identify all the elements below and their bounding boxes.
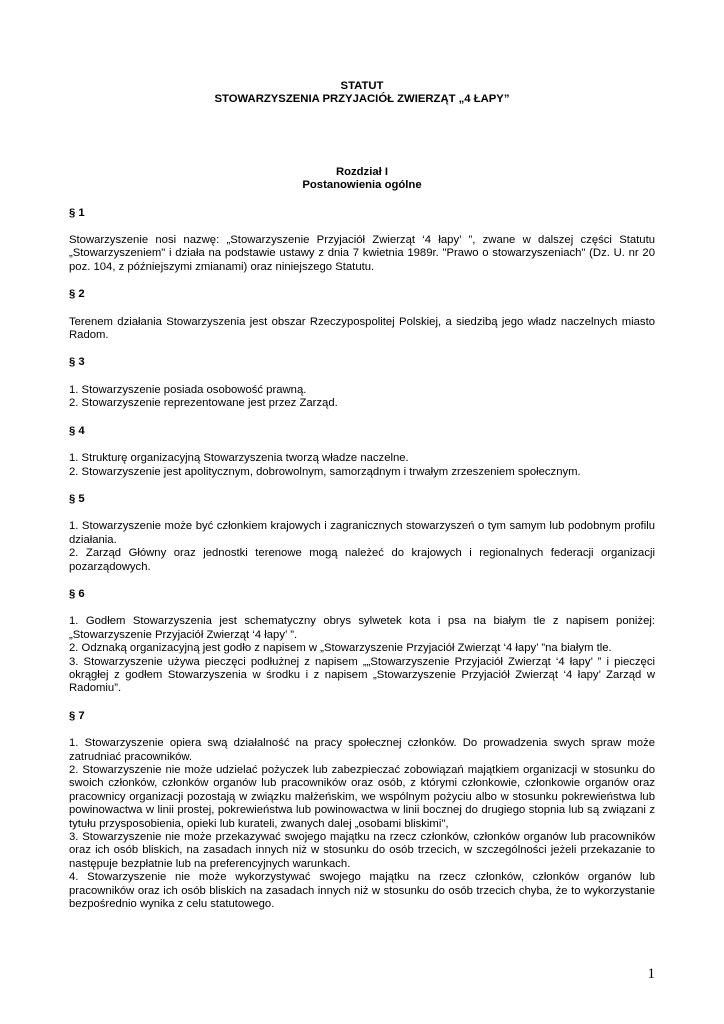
chapter-subtitle: Postanowienia ogólne	[302, 179, 422, 192]
section-paragraph: 1. Strukturę organizacyjną Stowarzyszenia tworzą władze naczelne.	[69, 452, 409, 465]
section-paragraph: 1. Stowarzyszenie posiada osobowość prawną.	[69, 383, 307, 396]
section-paragraph: 4. Stowarzyszenie nie może wykorzystywać swojego majątku na rzecz członków, członków organów lub pracowników oraz ich osób bliskich na zasadach innych niż w stosunku do osób trzecich chyba, że to wykorzystanie bezpośrednio wynika z celu statutowego.	[69, 871, 655, 911]
section-heading: § 1	[69, 206, 85, 219]
chapter-title: Rozdział I	[335, 165, 389, 178]
section-paragraph: 1. Godłem Stowarzyszenia jest schematyczny obrys sylwetek kota i psa na białym tle z napisem poniżej: „Stowarzyszenie Przyjaciół Zwierząt ‘4 łapy’ ”.	[69, 615, 655, 641]
section-1	[69, 207, 655, 275]
section-heading: § 5	[69, 492, 85, 505]
section-heading: § 6	[69, 587, 85, 600]
chapter-heading	[69, 166, 655, 193]
section-paragraph: 2. Stowarzyszenie nie może udzielać pożyczek lub zabezpieczać zobowiązań majątkiem organizacji w stosunku do swoich członków, członków organów lub pracowników oraz osób, z którymi członkowie, członkowie organów oraz pracownicy organizacji pozostają w związku małżeńskim, we wspólnym pożyciu albo w stosunku pokrewieństwa lub powinowactwa w linii prostej, pokrewieństwa lub powinowactwa w linii bocznej do drugiego stopnia lub są związani z tytułu przysposobienia, opieki lub kurateli, zwanych dalej „osobami bliskimi",	[69, 764, 655, 830]
page-number: 1	[647, 966, 655, 982]
section-heading: § 2	[69, 288, 85, 301]
section-paragraph: 3. Stowarzyszenie nie może przekazywać swojego majątku na rzecz członków, członków organów lub pracowników oraz ich osób bliskich, na zasadach innych niż w stosunku do osób trzecich, w szczególności jeżeli przekazanie to następuje bezpłatnie lub na preferencyjnych warunkach.	[69, 831, 655, 870]
section-heading: § 3	[69, 356, 85, 369]
section-paragraph: 2. Stowarzyszenie jest apolitycznym, dobrowolnym, samorządnym i trwałym zrzeszeniem społecznym.	[69, 465, 581, 478]
document-title: STATUT	[340, 80, 384, 92]
section-2	[69, 288, 655, 342]
section-6	[69, 588, 655, 696]
section-paragraph: 2. Zarząd Główny oraz jednostki terenowe mogą należeć do krajowych i regionalnych federacji organizacji pozarządowych.	[69, 547, 655, 573]
section-4	[69, 425, 655, 479]
section-5	[69, 493, 655, 574]
section-heading: § 7	[69, 709, 85, 722]
section-paragraph: 2. Stowarzyszenie reprezentowane jest przez Zarząd.	[69, 397, 338, 410]
section-3	[69, 356, 655, 410]
section-paragraph: 2. Odznaką organizacyjną jest godło z napisem w „Stowarzyszenie Przyjaciół Zwierząt ‘4 łapy’ ”na białym tle.	[69, 642, 612, 655]
document-subtitle: STOWARZYSZENIA PRZYJACIÓŁ ZWIERZĄT „4 ŁAPY”	[214, 93, 510, 106]
section-heading: § 4	[69, 424, 85, 437]
section-7	[69, 710, 655, 912]
section-paragraph: 1. Stowarzyszenie opiera swą działalność na pracy społecznej członków. Do prowadzenia swych spraw może zatrudniać pracowników.	[69, 737, 655, 763]
section-paragraph: 1. Stowarzyszenie może być członkiem krajowych i zagranicznych stowarzyszeń o tym samym lub podobnym profilu działania.	[69, 520, 655, 546]
section-paragraph: Terenem działania Stowarzyszenia jest obszar Rzeczypospolitej Polskiej, a siedzibą jego władz naczelnych miasto Radom.	[69, 315, 655, 342]
section-paragraph: 3. Stowarzyszenie używa pieczęci podłużnej z napisem „„Stowarzyszenie Przyjaciół Zwierząt ‘4 łapy’ ” i pieczęci okrągłej z godłem Stowarzyszenia w środku i z napisem „Stowarzyszenie Przyjaciół Zwierząt ‘4 łapy’ Zarząd w Radomiu”.	[69, 655, 655, 695]
document-page	[69, 80, 655, 911]
section-paragraph: Stowarzyszenie nosi nazwę: „Stowarzyszenie Przyjaciół Zwierząt ‘4 łapy’ ”, zwane w dalszej części Statutu „Stowarzyszeniem" i działa na podstawie ustawy z dnia 7 kwietnia 1989r. "Prawo o stowarzyszeniach" (Dz. U. nr 20 poz. 104, z późniejszymi zmianami) oraz niniejszego Statutu.	[69, 234, 655, 273]
